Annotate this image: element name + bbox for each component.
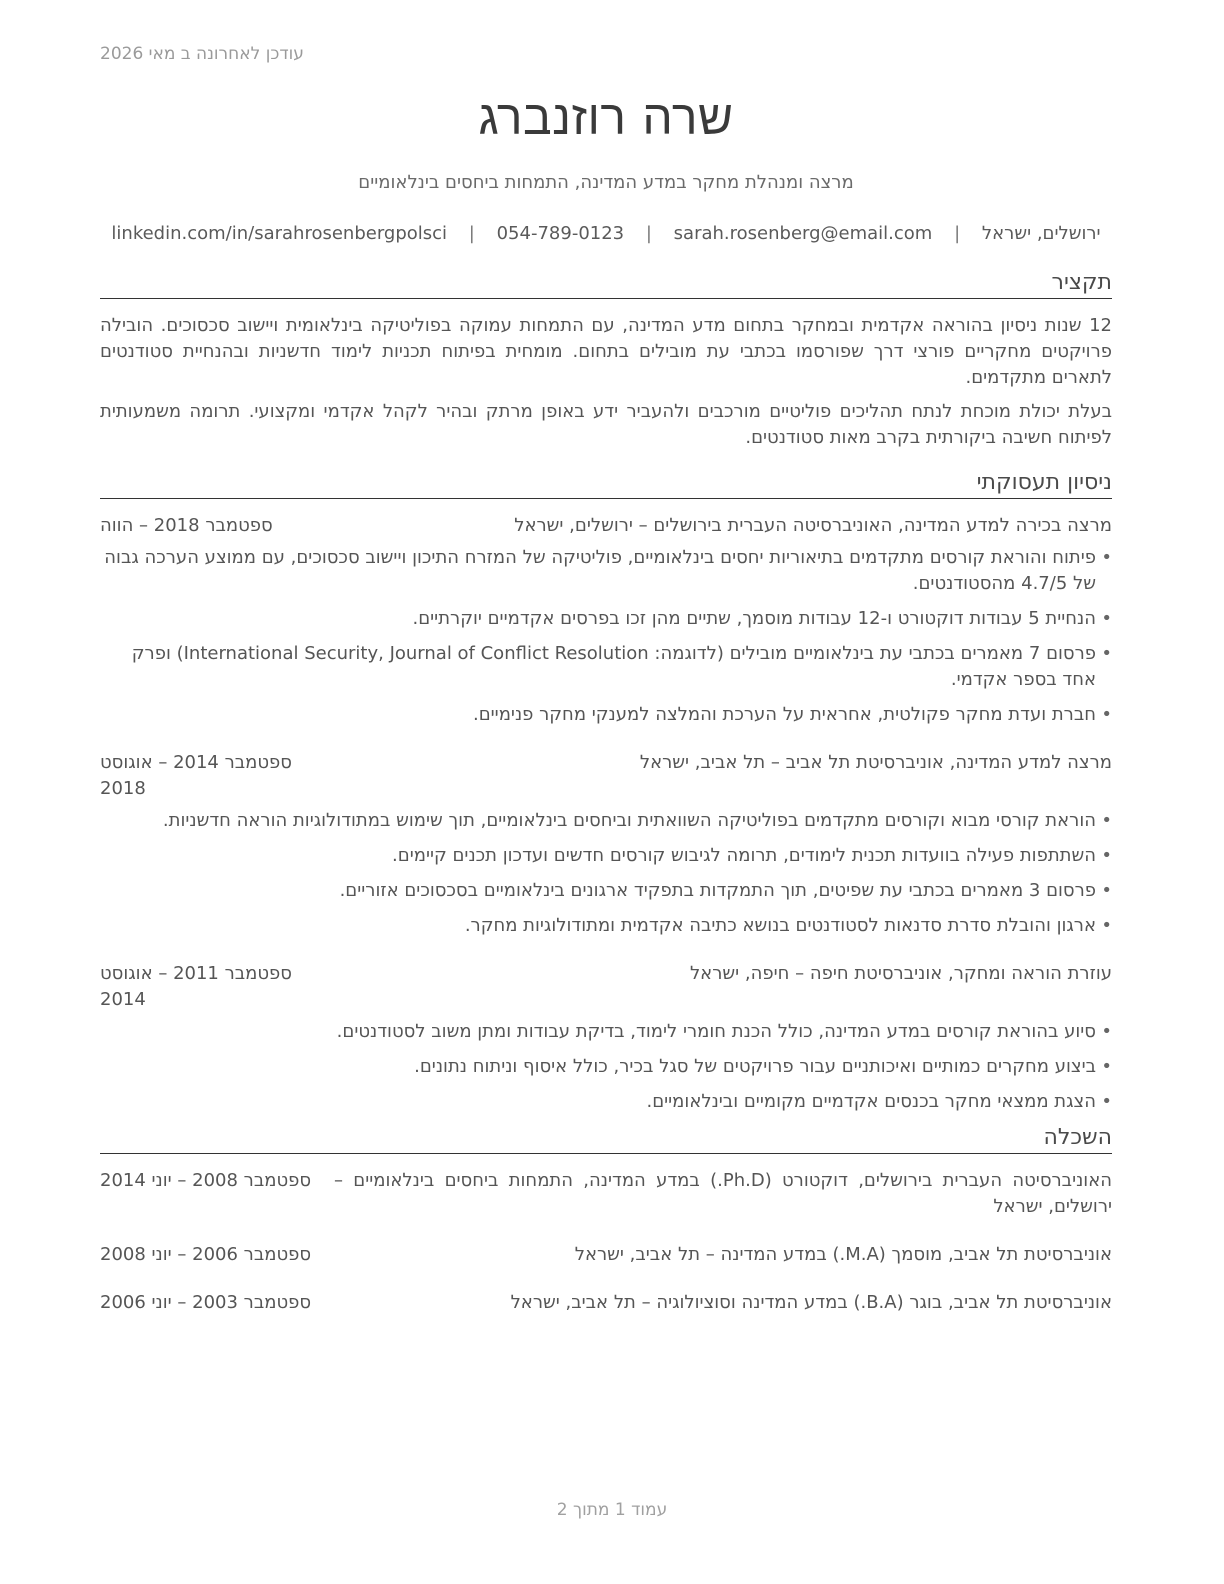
education-title: אוניברסיטת תל אביב, בוגר (B.A.) במדע המדינה וסוציולוגיה – תל אביב, ישראל xyxy=(510,1292,1112,1313)
job-title: עוזרת הוראה ומחקר, אוניברסיטת חיפה – חיפה, ישראל xyxy=(689,963,1112,984)
job-bullet: • השתתפות פעילה בוועדות תכנית לימודים, תרומה לגיבוש קורסים חדשים ועדכון תכנים קיימים. xyxy=(100,843,1112,869)
education-dates: ספטמבר 2006 – יוני 2008 xyxy=(100,1244,312,1265)
summary-paragraph: 12 שנות ניסיון בהוראה אקדמית ובמחקר בתחום מדע המדינה, עם התמחות עמוקה בפוליטיקה בינלאומית ויישוב סכסוכים. הובילה פרויקטים מחקריים פורצי דרך שפורסמו בכתבי עת מובילים בתחום. מומחית בפיתוח תכניות לימוד חדשניות ובהנחיית סטודנטים לתארים מתקדמים. xyxy=(100,315,1112,388)
job-bullet: • הנחיית 5 עבודות דוקטורט ו-12 עבודות מוסמך, שתיים מהן זכו בפרסים אקדמיים יוקרתיים. xyxy=(100,606,1112,632)
job-entry xyxy=(100,513,1112,728)
job-bullet: • ביצוע מחקרים כמותיים ואיכותניים עבור פרויקטים של סגל בכיר, כולל איסוף וניתוח נתונים. xyxy=(100,1054,1112,1080)
job-dates: ספטמבר 2011 – אוגוסט 2014 xyxy=(100,963,292,1010)
contact-separator: | xyxy=(954,223,961,244)
contact-email[interactable]: sarah.rosenberg@email.com xyxy=(673,223,933,244)
last-updated-note: עודכן לאחרונה ב מאי 2026 xyxy=(100,44,304,64)
contact-location: ירושלים, ישראל xyxy=(981,223,1101,244)
job-bullets xyxy=(100,545,1112,728)
education-title: האוניברסיטה העברית בירושלים, דוקטורט (Ph.D.) במדע המדינה, התמחות ביחסים בינלאומיים – ירושלים, ישראל xyxy=(334,1170,1112,1217)
contact-separator: | xyxy=(645,223,652,244)
job-dates: ספטמבר 2014 – אוגוסט 2018 xyxy=(100,752,292,799)
education-dates: ספטמבר 2008 – יוני 2014 xyxy=(100,1170,312,1191)
job-title: מרצה בכירה למדע המדינה, האוניברסיטה העברית בירושלים – ירושלים, ישראל xyxy=(514,515,1112,536)
candidate-name: שרה רוזנברג xyxy=(478,90,734,146)
job-bullet: • ארגון והובלת סדרת סדנאות לסטודנטים בנושא כתיבה אקדמית ומתודולוגיות מחקר. xyxy=(100,913,1112,939)
contact-separator: | xyxy=(468,223,475,244)
section-title-education: השכלה xyxy=(100,1124,1112,1154)
job-title: מרצה למדע המדינה, אוניברסיטת תל אביב – תל אביב, ישראל xyxy=(639,752,1112,773)
job-bullet: • סיוע בהוראת קורסים במדע המדינה, כולל הכנת חומרי לימוד, בדיקת עבודות ומתן משוב לסטודנטים. xyxy=(100,1019,1112,1045)
job-bullets xyxy=(100,1019,1112,1115)
education-entry xyxy=(100,1242,1112,1268)
summary-section xyxy=(100,313,1112,451)
contact-phone[interactable]: 054-789-0123 xyxy=(496,223,625,244)
job-bullet: • פרסום 3 מאמרים בכתבי עת שפיטים, תוך התמקדות בתפקיד ארגונים בינלאומיים בסכסוכים אזוריים. xyxy=(100,878,1112,904)
resume-page xyxy=(100,86,1112,1316)
section-title-summary: תקציר xyxy=(100,269,1112,299)
job-dates: ספטמבר 2018 – הווה xyxy=(100,515,273,536)
contact-linkedin[interactable]: linkedin.com/in/sarahrosenbergpolsci xyxy=(111,223,448,244)
job-bullets xyxy=(100,808,1112,939)
job-bullet: • פרסום 7 מאמרים בכתבי עת בינלאומיים מובילים (לדוגמה: International Security, Journal of Conflict Resolution) ופרק אחד בספר אקדמי. xyxy=(100,641,1112,693)
job-bullet: • הוראת קורסי מבוא וקורסים מתקדמים בפוליטיקה השוואתית וביחסים בינלאומיים, תוך שימוש במתודולוגיות הוראה חדשניות. xyxy=(100,808,1112,834)
job-bullet: • פיתוח והוראת קורסים מתקדמים בתיאוריות יחסים בינלאומיים, פוליטיקה של המזרח התיכון ויישוב סכסוכים, עם ממוצע הערכה גבוה של 4.7/5 מהסטודנטים. xyxy=(100,545,1112,597)
contact-line xyxy=(100,221,1112,247)
education-dates: ספטמבר 2003 – יוני 2006 xyxy=(100,1292,312,1313)
job-entry xyxy=(100,961,1112,1115)
education-entry xyxy=(100,1290,1112,1316)
education-title: אוניברסיטת תל אביב, מוסמך (M.A.) במדע המדינה – תל אביב, ישראל xyxy=(574,1244,1112,1265)
job-bullet: • חברת ועדת מחקר פקולטית, אחראית על הערכת והמלצה למענקי מחקר פנימיים. xyxy=(100,702,1112,728)
job-bullet: • הצגת ממצאי מחקר בכנסים אקדמיים מקומיים ובינלאומיים. xyxy=(100,1089,1112,1115)
section-title-experience: ניסיון תעסוקתי xyxy=(100,469,1112,499)
summary-paragraph: בעלת יכולת מוכחת לנתח תהליכים פוליטיים מורכבים ולהעביר ידע באופן מרתק ובהיר לקהל אקדמי ומקצועי. תרומה משמעותית לפיתוח חשיבה ביקורתית בקרב מאות סטודנטים. xyxy=(100,401,1112,448)
page-number: עמוד 1 מתוך 2 xyxy=(556,1500,668,1520)
job-entry xyxy=(100,750,1112,939)
candidate-subtitle: מרצה ומנהלת מחקר במדע המדינה, התמחות ביחסים בינלאומיים xyxy=(358,172,854,193)
education-entry xyxy=(100,1168,1112,1220)
